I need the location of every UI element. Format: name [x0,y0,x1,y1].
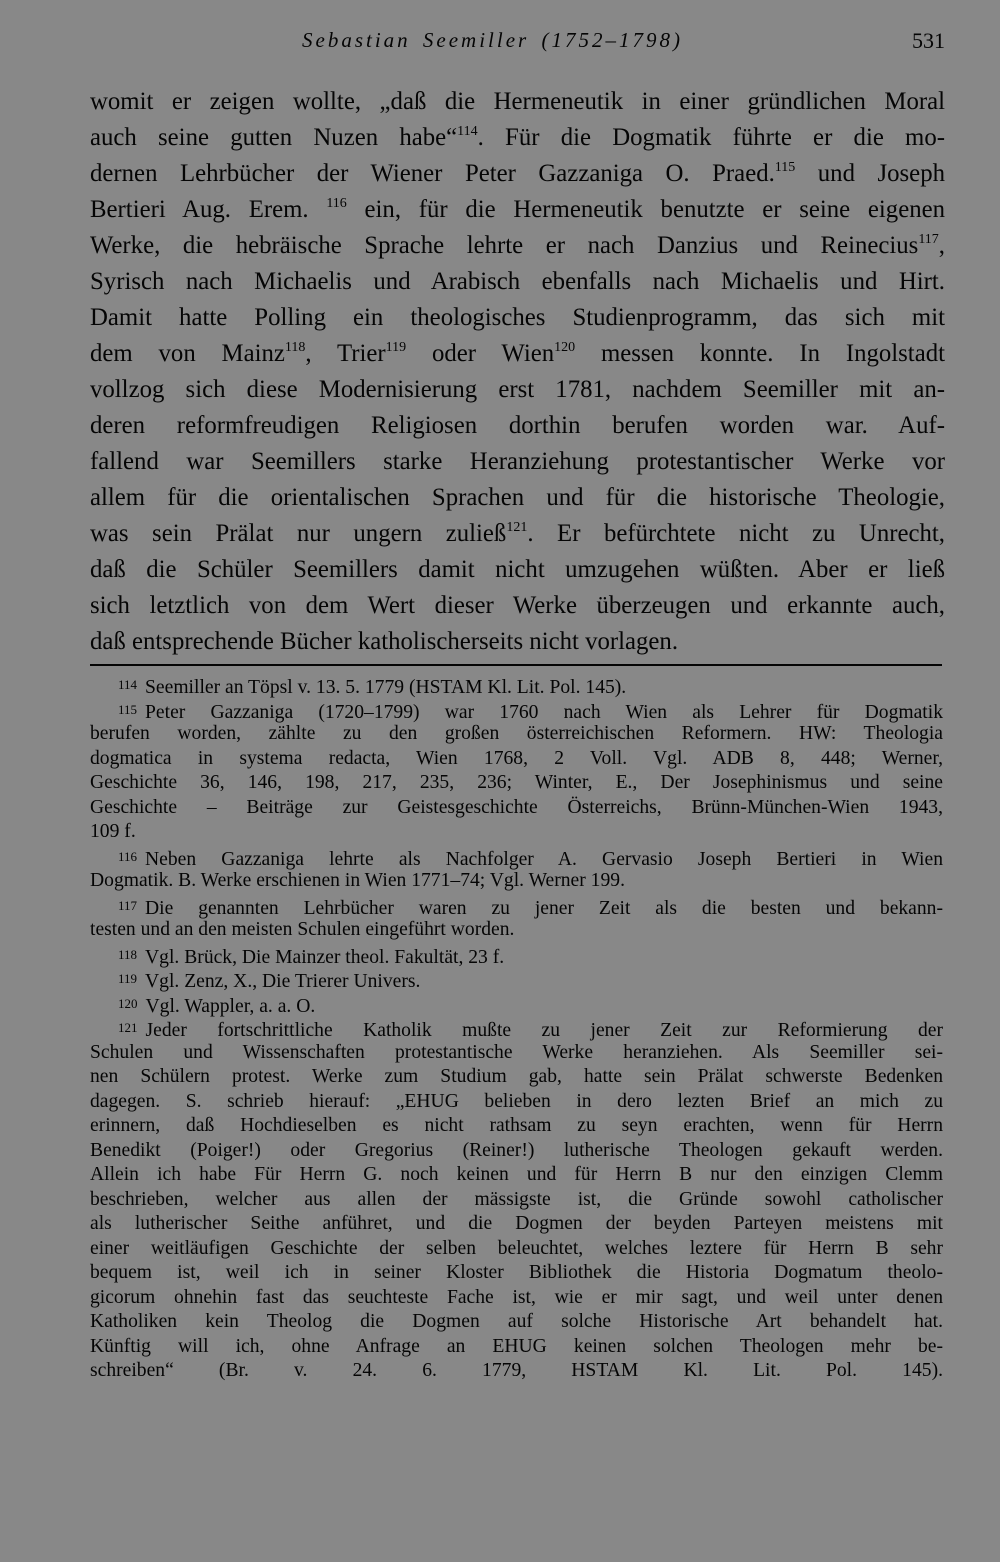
footnotes [90,673,943,1384]
text-line: Bertieri Aug. Erem. $^{116}$ ein, für die Hermeneutik benutzte er seine eigenen [90,196,945,223]
text-line: womit er zeigen wollte, „daß die Hermeneutik in einer gründlichen Moral [90,88,945,115]
text-line: daß die Schüler Seemillers damit nicht umzugehen wüßten. Aber er ließ [90,556,945,583]
text-line: vollzog sich diese Modernisierung erst 1781, nachdem Seemiller mit an- [90,376,945,403]
footnote-line: berufen worden, zählte zu den großen österreichischen Reformern. HW: Theologia [90,723,943,744]
footnote-line: beschrieben, welcher aus allen der mässigste ist, die Gründe sowohl catholischer [90,1188,943,1210]
text-line: dernen Lehrbücher der Wiener Peter Gazzaniga O. Praed.$^{115}$ und Joseph [90,160,945,187]
footnote-line: testen und an den meisten Schulen eingeführt worden. [90,919,515,940]
text-line: fallend war Seemillers starke Heranziehung protestantischer Werke vor [90,448,945,475]
footnote-line: erinnern, daß Hochdieselben es nicht rathsam zu seyn erachten, wenn für Herrn [90,1115,943,1136]
text-line: deren reformfreudigen Religiosen dorthin berufen worden war. Auf- [90,412,945,439]
footnote-line: dagegen. S. schrieb hierauf: „EHUG belieben in dero lezten Brief an mich zu [90,1090,943,1112]
footnote-line: dogmatica in systema redacta, Wien 1768, 2 Voll. Vgl. ADB 8, 448; Werner, [90,747,943,769]
text-line: dem von Mainz$^{118}$, Trier$^{119}$ oder Wien$^{120}$ messen konnte. In Ingolstadt [90,340,945,367]
footnote-line: $^{116}$ Neben Gazzaniga lehrte als Nachfolger A. Gervasio Joseph Bertieri in Wien [118,848,943,870]
footnote-line: $^{121}$ Jeder fortschrittliche Katholik mußte zu jener Zeit zur Reformierung der [118,1020,943,1041]
text-line: Werke, die hebräische Sprache lehrte er nach Danzius und Reinecius$^{117}$, [90,232,945,259]
footnote-line: Allein ich habe Für Herrn G. noch keinen und für Herrn B nur den einzigen Clemm [90,1164,943,1185]
main-text [90,84,945,660]
footnote-line: Dogmatik. B. Werke erschienen in Wien 1771–74; Vgl. Werner 199. [90,870,625,891]
footnote-line: $^{117}$ Die genannten Lehrbücher waren zu jener Zeit als die besten und bekann- [118,897,943,919]
footnote-line: 109 f. [90,821,136,842]
text-line: daß entsprechende Bücher katholischerseits nicht vorlagen. [90,628,679,655]
text-line: Syrisch nach Michaelis und Arabisch ebenfalls nach Michaelis und Hirt. [90,268,945,295]
footnote-line: $^{114}$ Seemiller an Töpsl v. 13. 5. 1779 (HSTAM Kl. Lit. Pol. 145). [118,677,627,698]
footnote-line: $^{119}$ Vgl. Zenz, X., Die Trierer Univers. [118,971,421,992]
text-line: allem für die orientalischen Sprachen und für die historische Theologie, [90,484,945,511]
footnote-line: Geschichte 36, 146, 198, 217, 235, 236; Winter, E., Der Josephinismus und seine [90,772,943,793]
footnote-line: als lutherischer Seithe anführet, und die Dogmen der beyden Parteyen meistens mit [90,1213,943,1234]
footnote-line: schreiben“ (Br. v. 24. 6. 1779, HSTAM Kl. Lit. Pol. 145). [90,1360,943,1381]
footnote-line: $^{120}$ Vgl. Wappler, a. a. O. [118,995,316,1017]
page-header [92,28,945,62]
footnote-separator [90,664,942,666]
footnote-line: Geschichte – Beiträge zur Geistesgeschichte Österreichs, Brünn-München-Wien 1943, [90,796,943,818]
footnote-line: einer weitläufigen Geschichte der selben beleuchtet, welches leztere für Herrn B sehr [90,1237,943,1259]
footnote-line: Benedikt (Poiger!) oder Gregorius (Reiner!) lutherische Theologen gekauft werden. [90,1139,943,1161]
text-line: sich letztlich von dem Wert dieser Werke überzeugen und erkannte auch, [90,592,945,619]
footnote-line: Katholiken kein Theolog die Dogmen auf solche Historische Art behandelt hat. [90,1311,943,1332]
footnote-line: $^{118}$ Vgl. Brück, Die Mainzer theol. Fakultät, 23 f. [118,946,505,968]
text-line: auch seine gutten Nuzen habe“$^{114}$. Für die Dogmatik führte er die mo- [90,124,945,151]
text-line: was sein Prälat nur ungern zuließ$^{121}$. Er befürchtete nicht zu Unrecht, [90,520,945,547]
footnote-line: gicorum ohnehin fast das seuchteste Fache ist, wie er mir sagt, und weil unter denen [90,1286,943,1308]
running-head: Sebastian Seemiller (1752–1798) [302,28,683,52]
page-number: 531 [912,28,945,53]
footnote-line: $^{115}$ Peter Gazzaniga (1720–1799) war 1760 nach Wien als Lehrer für Dogmatik [118,701,943,723]
footnote-line: Schulen und Wissenschaften protestantische Werke heranziehen. Als Seemiller sei- [90,1041,943,1063]
footnote-line: bequem ist, weil ich in seiner Kloster Bibliothek die Historia Dogmatum theolo- [90,1262,943,1283]
footnote-line: nen Schülern protest. Werke zum Studium gab, hatte sein Prälat schwerste Bedenken [90,1066,943,1087]
footnote-line: Künftig will ich, ohne Anfrage an EHUG keinen solchen Theologen mehr be- [90,1335,943,1357]
text-line: Damit hatte Polling ein theologisches Studienprogramm, das sich mit [90,304,945,331]
